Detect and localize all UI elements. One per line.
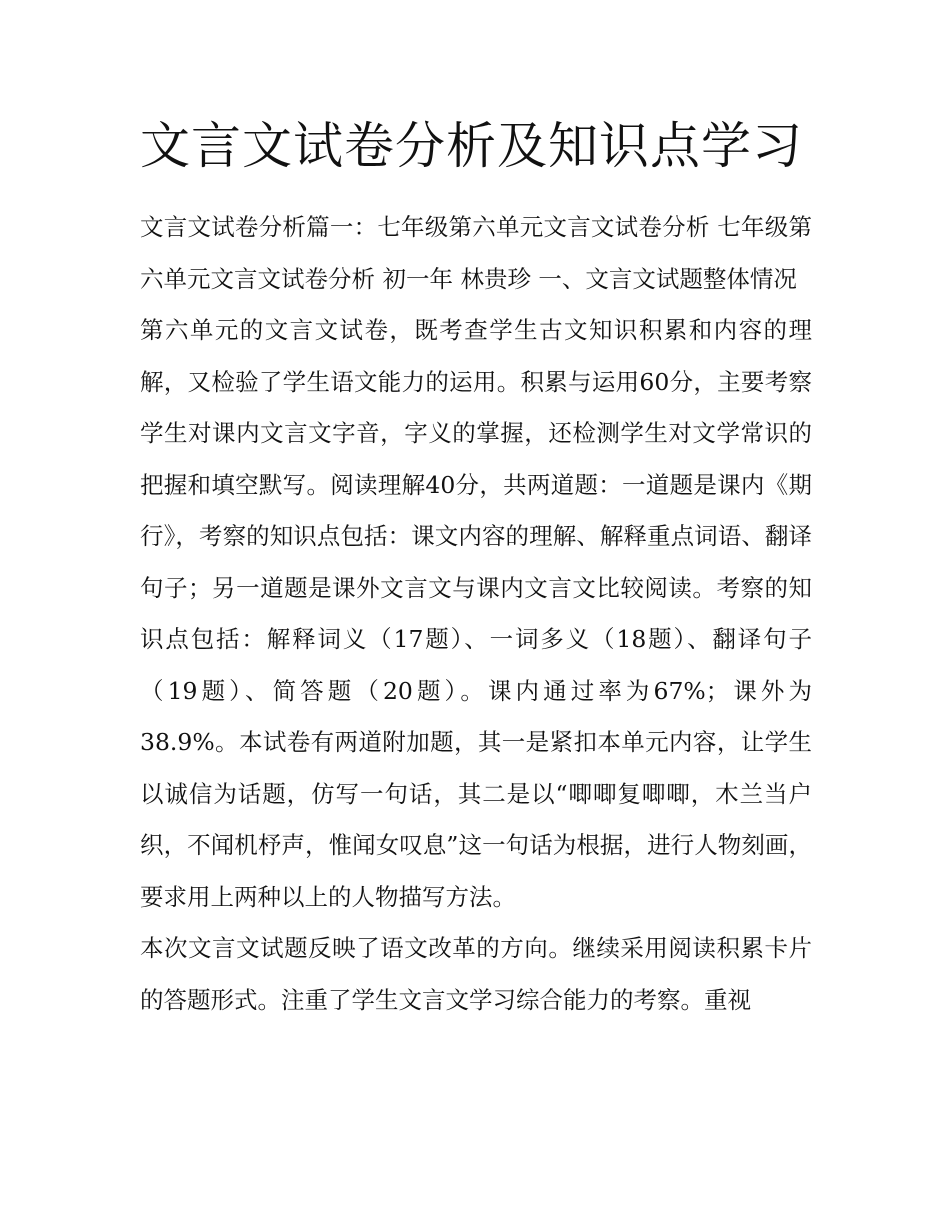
paragraph-analysis: 第六单元的文言文试卷，既考查学生古文知识积累和内容的理解，又检验了学生语文能力的运用。积累与运用60分，主要考察学生对课内文言文字音，字义的掌握，还检测学生对文学常识的把握和填空默写。阅读理解40分，共两道题：一道题是课内《期行》，考察的知识点包括：课文内容的理解、解释重点词语、翻译句子；另一道题是课外文言文与课内文言文比较阅读。考察的知识点包括：解释词义（17题）、一词多义（18题）、翻译句子（19题）、简答题（20题）。课内通过率为67%；课外为38.9%。本试卷有两道附加题，其一是紧扣本单元内容，让学生以诚信为话题，仿写一句话，其二是以“唧唧复唧唧，木兰当户织，不闻机杼声，惟闻女叹息”这一句话为根据，进行人物刻画，要求用上两种以上的人物描写方法。 [140, 316, 812, 911]
document-title: 文言文试卷分析及知识点学习 [140, 117, 803, 175]
paragraph-reform: 本次文言文试题反映了语文改革的方向。继续采用阅读积累卡片的答题形式。注重了学生文言文学习综合能力的考察。重视 [140, 934, 812, 1014]
document-page [140, 112, 812, 1026]
paragraph-intro: 文言文试卷分析篇一：七年级第六单元文言文试卷分析 七年级第六单元文言文试卷分析 初一年 林贵珍 一、文言文试题整体情况 [140, 213, 812, 293]
